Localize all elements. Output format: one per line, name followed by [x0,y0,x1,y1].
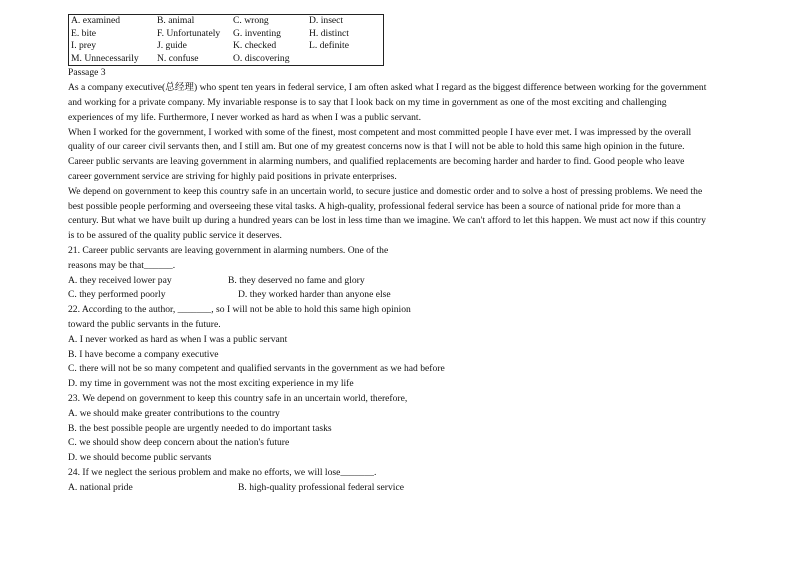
question-22 [68,303,708,392]
question-23-stem: 23. We depend on government to keep this country safe in an uncertain world, therefore, [68,392,408,404]
question-22-stem-line2: toward the public servants in the future. [68,318,221,330]
passage-title: Passage 3 [68,67,106,79]
word-bank-cell: J. guide [157,40,187,52]
worksheet-page [68,14,708,495]
paragraph-2: When I worked for the government, I worked with some of the finest, most competent and most committed people I have ever met. I was impressed by the overall quality of our career civil servants then, and I still am. But one of my greatest concerns now is that I will not be able to hold this same high opinion in the future. [68,126,692,153]
question-23-option-c: C. we should show deep concern about the nation's future [68,437,290,449]
word-bank-cell: O. discovering [233,52,290,64]
question-24-stem: 24. If we neglect the serious problem and make no efforts, we will lose_______. [68,466,377,478]
question-21 [68,244,708,303]
word-bank-cell: H. distinct [309,27,349,39]
question-24 [68,466,708,496]
question-21-stem-line1: 21. Career public servants are leaving government in alarming numbers. One of the [68,244,389,256]
word-bank-cell: E. bite [71,27,97,39]
word-bank-cell [307,53,384,66]
question-24-option-b: B. high-quality professional federal service [238,481,404,493]
question-22-option-c: C. there will not be so many competent and qualified servants in the government as we had before [68,363,445,375]
word-bank-row [69,28,384,41]
question-23-option-a: A. we should make greater contributions to the country [68,407,280,419]
paragraph-3: Career public servants are leaving government in alarming numbers, and qualified replacements are becoming harder and harder to find. Good people who leave career government service are striving for highly paid positions in private enterprises. [68,156,685,182]
question-22-stem-line1: 22. According to the author, _______, so I will not be able to hold this same high opinion [68,304,411,316]
word-bank-cell: C. wrong [233,15,269,26]
question-21-option-b: B. they deserved no fame and glory [228,274,365,286]
question-21-option-c: C. they performed poorly [68,289,166,301]
question-21-option-a: A. they received lower pay [68,274,172,286]
word-bank-cell: N. confuse [157,52,199,64]
word-bank-cell: B. animal [157,15,195,26]
word-bank-row [69,40,384,53]
question-21-option-d: D. they worked harder than anyone else [238,289,391,301]
question-22-option-a: A. I never worked as hard as when I was a public servant [68,333,288,345]
word-bank-row [69,15,384,28]
word-bank-row [69,53,384,66]
word-bank-table [68,14,384,66]
question-23 [68,392,708,466]
question-23-option-d: D. we should become public servants [68,452,212,464]
question-21-stem-line2: reasons may be that______. [68,259,176,271]
question-24-option-a: A. national pride [68,481,133,493]
word-bank-cell: K. checked [233,40,277,52]
paragraph-4: We depend on government to keep this country safe in an uncertain world, to secure justice and domestic order and to solve a host of pressing problems. We need the best possible people performing and overseeing these vital tasks. A high-quality, professional federal service has been a source of national pride for more than a century. But what we have built up during a hundred years can be lost in less time than we imagine. We can't afford to let this happen. We must act now if this country is to be assured of the quality public service it deserves. [68,185,706,242]
paragraph-1: As a company executive(总经理) who spent ten years in federal service, I am often asked what I regard as the biggest difference between working for the government and working for a private company. My invariable response is to say that I look back on my time in government as one of the most exciting and challenging experiences of my life. Furthermore, I never worked as hard as when I was a public servant. [68,82,707,123]
question-23-option-b: B. the best possible people are urgently needed to do important tasks [68,422,332,434]
word-bank-cell: M. Unnecessarily [71,52,139,64]
word-bank-cell: G. inventing [233,27,281,39]
word-bank-cell: L. definite [309,40,349,52]
word-bank-cell: A. examined [71,15,121,26]
question-22-option-b: B. I have become a company executive [68,348,219,360]
word-bank-cell: F. Unfortunately [157,27,221,39]
question-22-option-d: D. my time in government was not the most exciting experience in my life [68,378,354,390]
word-bank-cell: I. prey [71,40,97,52]
word-bank-cell: D. insect [309,15,344,26]
